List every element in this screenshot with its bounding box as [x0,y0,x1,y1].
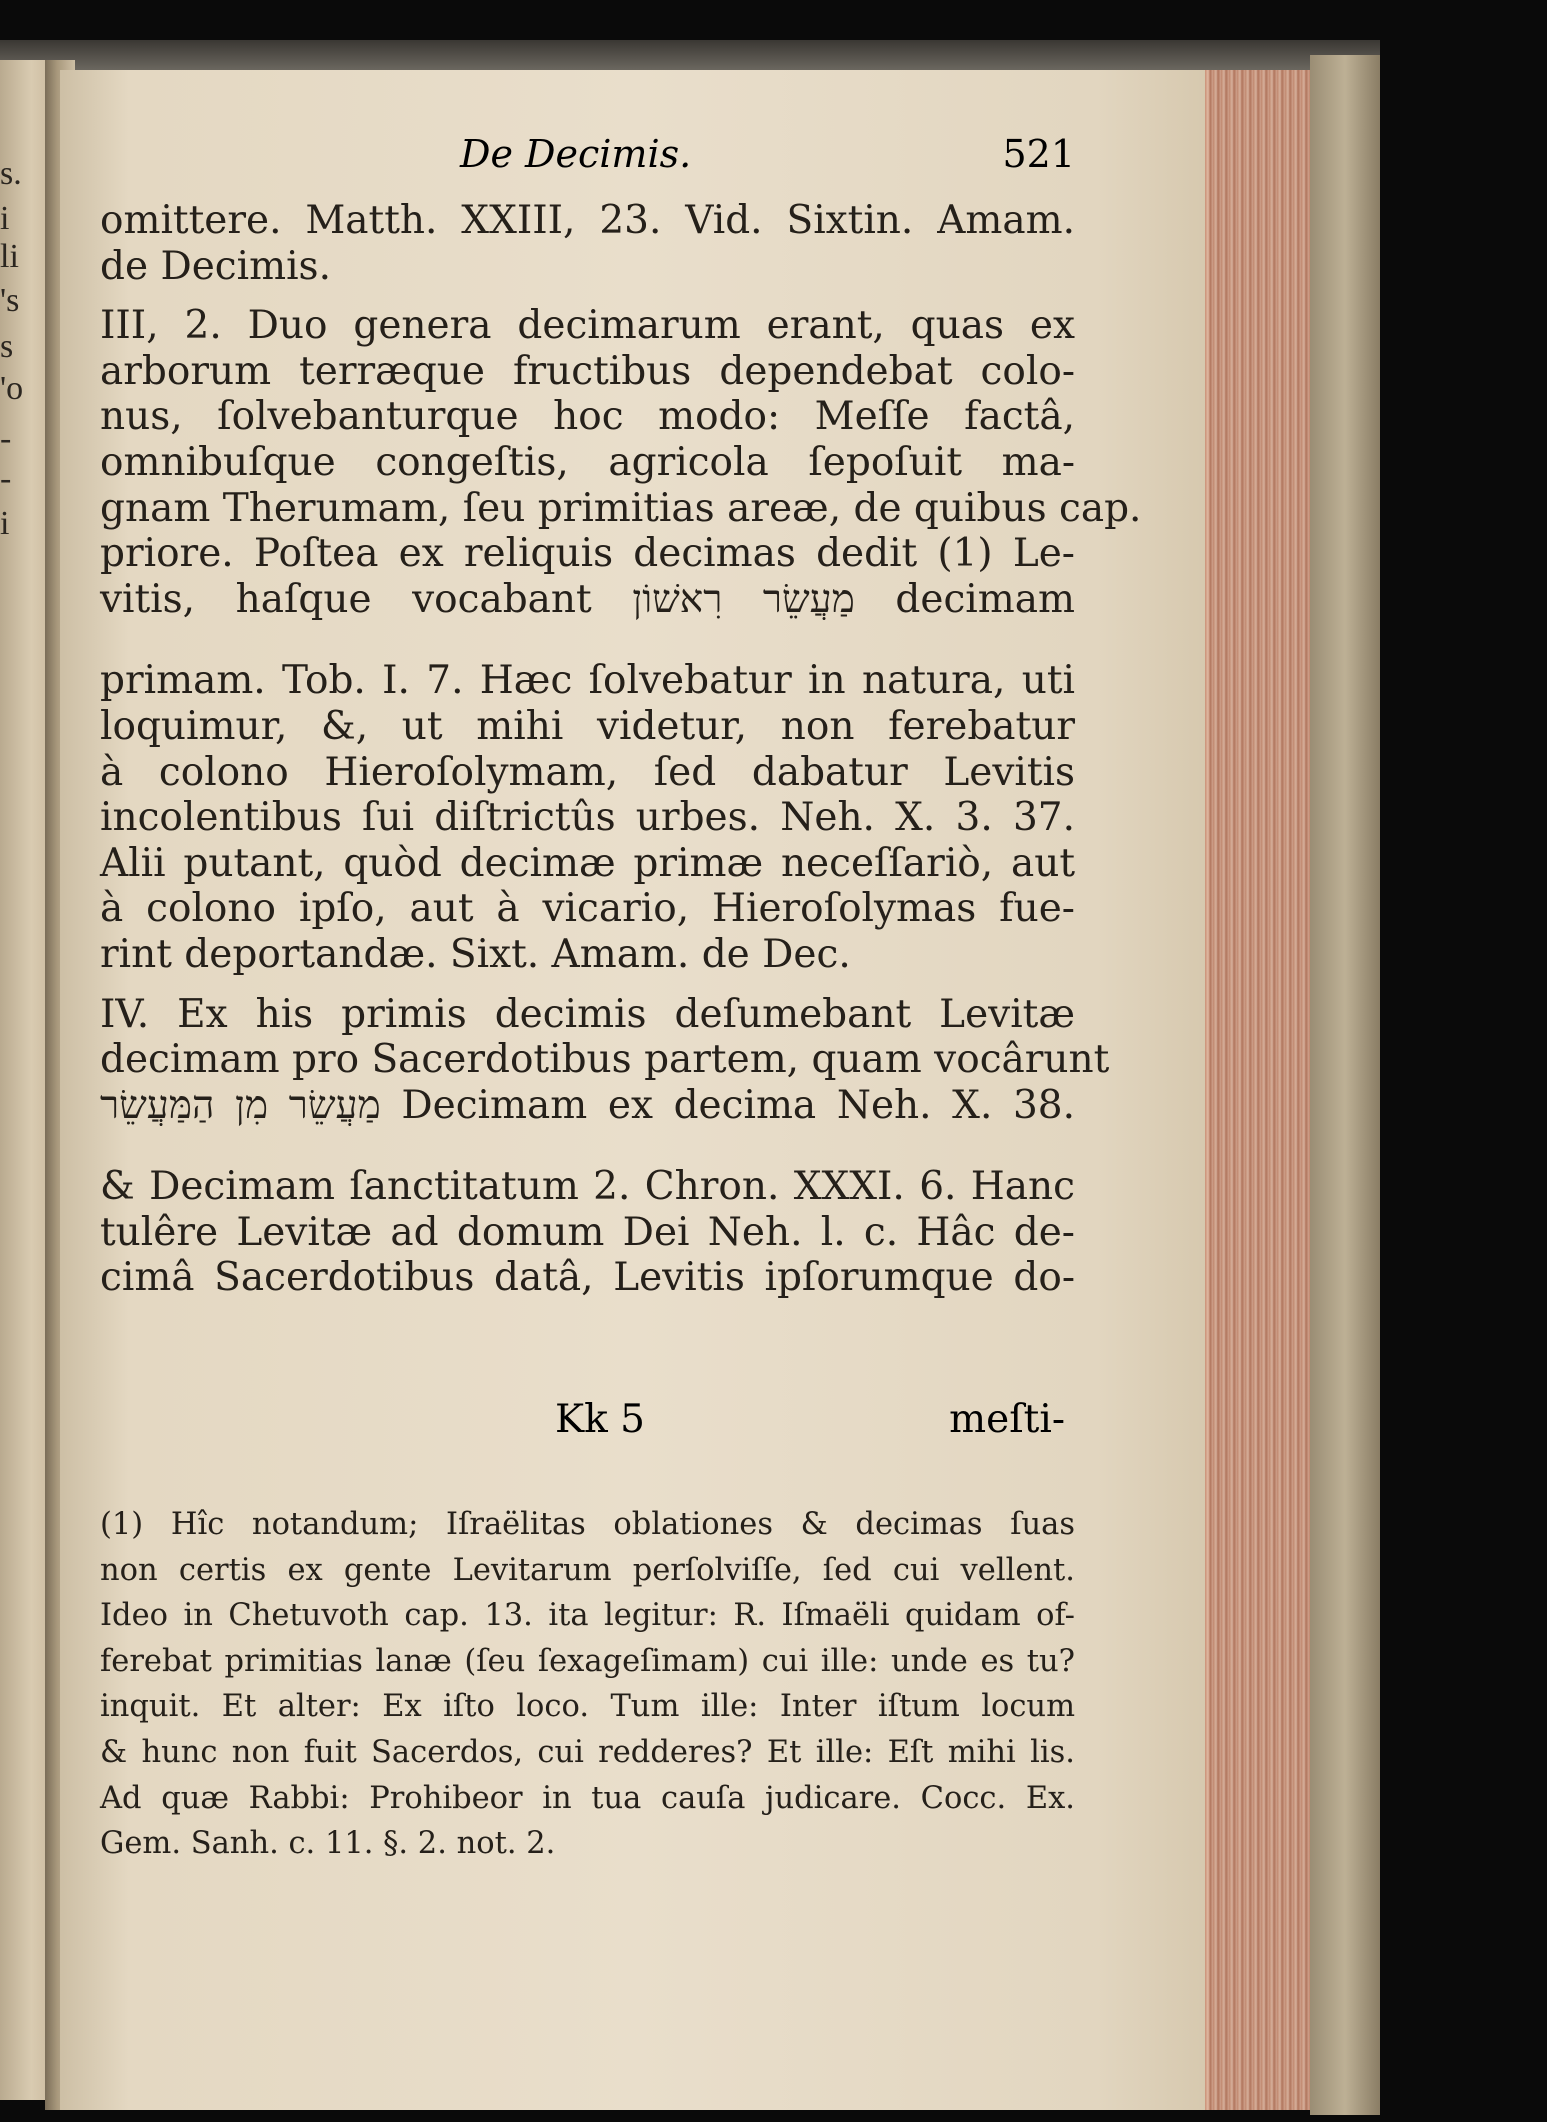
body-line: & Decimam ſanctitatum 2. Chron. XXXI. 6. Hanc [100,1164,1075,1210]
body-line: rint deportandæ. Sixt. Amam. de Dec. [100,931,851,977]
signature-mark: Kk 5 [555,1397,645,1442]
body-line: incolentibus ſui diſtrictûs urbes. Neh. X. 3. 37. [100,795,1075,841]
footnote-line: Gem. Sanh. c. 11. §. 2. not. 2. [100,1826,556,1862]
top-edge-band [0,40,1380,70]
body-line: à colono ipſo, aut à vicario, Hieroſolymas fue- [100,886,1075,932]
body-line: omnibuſque congeſtis, agricola ſepoſuit ma- [100,439,1075,485]
body-line: loquimur, &, ut mihi videtur, non ferebatur [100,703,1075,749]
footnote-line: ferebat primitias lanæ (ſeu ſexageſimam) cui ille: unde es tu? [100,1643,1075,1679]
body-line: de Decimis. [100,243,331,289]
left-fragment: - [0,420,12,457]
body-line: Alii putant, quòd decimæ primæ neceſſariò, aut [100,840,1075,886]
body-line: III, 2. Duo genera decimarum erant, quas ex [100,303,1075,349]
left-fragment: s [0,328,14,365]
body-line: decimam pro Sacerdotibus partem, quam vocârunt [100,1037,1110,1083]
left-fragment: i [0,200,10,237]
body-line: priore. Poſtea ex reliquis decimas dedit (1) Le- [100,531,1075,577]
body-line: tulêre Levitæ ad domum Dei Neh. l. c. Hâc de- [100,1209,1075,1255]
body-line: מַעֲשֵׂר מִן הַמַּעֲשֵׂר Decimam ex decima Neh. X. 38. [100,1082,1076,1128]
body-line: à colono Hieroſolymam, ſed dabatur Levitis [100,749,1075,795]
line-gap [100,622,1075,658]
footnote-line: (1) Hîc notandum; Iſraëlitas oblationes & decimas ſuas [100,1507,1075,1542]
line-gap [100,289,1075,303]
footnote [100,1508,1075,1873]
left-fragment: s. [0,155,22,192]
catchword: meſti- [949,1397,1065,1442]
footnote-line: non certis ex gente Levitarum perſolviſſe, ſed cui vellent. [100,1552,1075,1588]
line-gap [100,978,1075,992]
body-line: arborum terræque fructibus dependebat colo- [100,348,1075,394]
body-line: gnam Therumam, ſeu primitias areæ, de quibus cap. [100,485,1142,531]
body-line: cimâ Sacerdotibus datâ, Levitis ipſorumque do- [100,1255,1075,1301]
line-gap [100,1128,1075,1164]
body-line: IV. Ex his primis decimis deſumebant Levitæ [100,991,1075,1037]
left-fragment: li [0,238,19,275]
body-text [100,198,1142,1301]
body-line: nus, ſolvebanturque hoc modo: Meſſe factâ, [100,394,1075,440]
left-fragment: - [0,460,12,497]
left-fragment: 's [0,282,20,319]
page-number: 521 [1002,132,1075,176]
footnote-line: Ad quæ Rabbi: Prohibeor in tua cauſa judicare. Cocc. Ex. [100,1780,1075,1816]
body-line: omittere. Matth. XXIII, 23. Vid. Sixtin. Amam. [100,198,1075,243]
cover-board [1310,55,1380,2115]
footnote-line: & hunc non fuit Sacerdos, cui redderes? Et ille: Eſt mihi lis. [100,1734,1075,1770]
left-fragment: 'o [0,370,24,407]
left-fragment: i [0,505,10,542]
footnote-line: inquit. Et alter: Ex iſto loco. Tum ille: Inter iſtum locum [100,1689,1075,1725]
body-line: primam. Tob. I. 7. Hæc ſolvebatur in natura, uti [100,658,1075,704]
page-header [100,132,1075,182]
footnote-line: Ideo in Chetuvoth cap. 13. ita legitur: R. Iſmaëli quidam of- [100,1598,1075,1634]
running-head: De Decimis. [460,132,692,176]
catchword-line [100,1397,1075,1443]
body-line: vitis, haſque vocabant מַעֲשֵׂר רִאשׁוֹן decimam [100,576,1075,622]
page-edges [1205,70,1315,2110]
